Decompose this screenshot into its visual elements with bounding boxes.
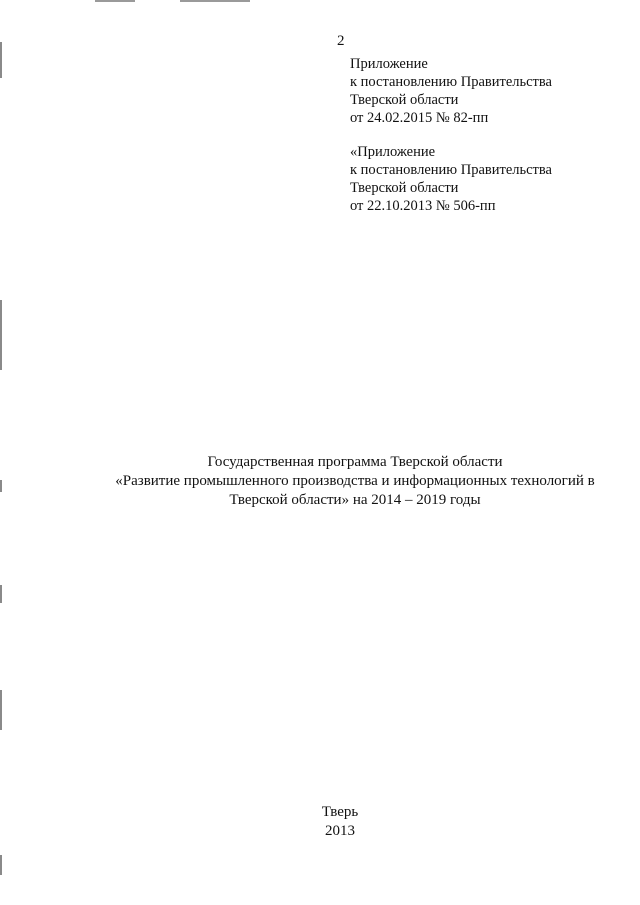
approval-block-original <box>350 143 552 215</box>
approval-line: «Приложение <box>350 144 436 160</box>
scan-artifact-left <box>0 300 2 370</box>
scan-artifact-left <box>0 855 2 875</box>
approval-line: к постановлению Правительства <box>350 74 552 90</box>
approval-line: Приложение <box>350 56 428 72</box>
scan-artifact-left <box>0 585 2 603</box>
approval-line: от 24.02.2015 № 82-пп <box>350 110 489 126</box>
approval-line: от 22.10.2013 № 506-пп <box>350 198 496 214</box>
scan-artifact-left <box>0 690 2 730</box>
approval-line: Тверской области <box>350 180 459 196</box>
approval-block-current <box>350 55 552 127</box>
document-title <box>60 453 640 510</box>
scan-artifact-left <box>0 480 2 492</box>
footer-year: 2013 <box>325 823 355 839</box>
approval-line: Тверской области <box>350 92 459 108</box>
scan-artifact-top <box>95 0 135 2</box>
title-line: «Развитие промышленного производства и информационных технологий в <box>115 473 595 489</box>
footer-city: Тверь <box>321 804 359 820</box>
scan-artifact-left <box>0 42 2 78</box>
approval-line: к постановлению Правительства <box>350 162 552 178</box>
title-line: Тверской области» на 2014 – 2019 годы <box>229 492 481 508</box>
title-line: Государственная программа Тверской области <box>207 454 503 470</box>
document-footer <box>0 803 640 841</box>
page-number: 2 <box>337 33 345 49</box>
scan-artifact-top <box>180 0 250 2</box>
